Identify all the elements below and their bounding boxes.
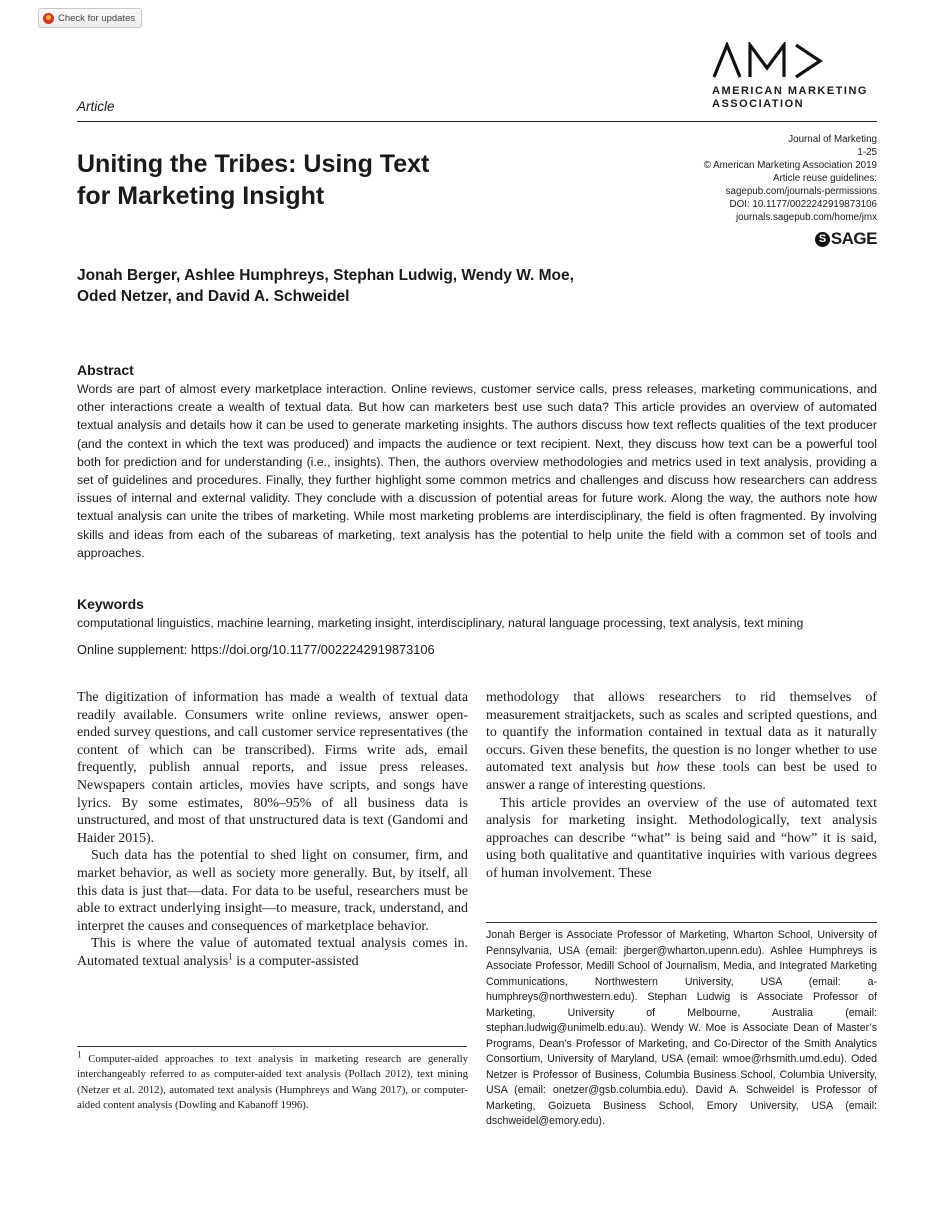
sage-logo-text: SAGE: [830, 229, 877, 248]
paper-title-line2: for Marketing Insight: [77, 182, 325, 210]
body-text: is a computer-assisted: [232, 953, 359, 969]
online-supplement-link[interactable]: Online supplement: https://doi.org/10.1177/0022242919873106: [77, 642, 435, 657]
author-list-line1: Jonah Berger, Ashlee Humphreys, Stephan Ludwig, Wendy W. Moe,: [77, 267, 574, 284]
header-rule: [77, 121, 877, 122]
paper-title: [77, 148, 537, 212]
body-text: methodology that allows researchers to rid themselves of measurement straitjackets, such as scales and scripted questions, and to quantify the information contained in textual data as it naturally occurs. Given these benefits, the question is no longer whether to use automated text analysis but: [486, 690, 877, 776]
check-for-updates-label: Check for updates: [58, 12, 136, 24]
author-list-line2: Oded Netzer, and David A. Schweidel: [77, 288, 350, 305]
publisher-name: [712, 85, 868, 111]
footnote-number: 1: [77, 1049, 82, 1060]
journal-meta: [704, 133, 877, 224]
body-paragraph: This article provides an overview of the use of automated text analysis for marketing insight. Methodologically, text analysis approaches can describe “what” is being said and “how” it is said, using both qualitative and quantitative inquiries with various degrees of human involvement. These: [486, 795, 877, 881]
body-paragraph: The digitization of information has made a wealth of textual data readily available. Consumers write online reviews, answer open-ended survey questions, and call customer service representatives (the content of which can be transcribed). Firms write ads, email frequently, publish annual reports, and issue press releases. Newspapers contain articles, movies have scripts, and songs have lyrics. By some estimates, 80%–95% of all business data is unstructured, and most of that unstructured data is text (Gandomi and Haider 2015).: [77, 690, 468, 846]
journal-name: Journal of Marketing: [788, 134, 877, 145]
article-type-label: Article: [77, 99, 115, 114]
body-emphasis: how: [656, 760, 680, 776]
publisher-name-line2: ASSOCIATION: [712, 98, 805, 110]
paper-title-line1: Uniting the Tribes: Using Text: [77, 150, 430, 178]
author-list: [77, 265, 717, 307]
author-affiliations: Jonah Berger is Associate Professor of Marketing, Wharton School, University of Pennsylvania, USA (email: jberger@wharton.upenn.edu). Ashlee Humphreys is Associate Professor, Medill School of Journalism, Media, and Integrated Marketing Communications, Northwestern University, USA (email: a-humphreys@northwestern.edu). Stephan Ludwig is Associate Professor of Marketing, University of Melbourne, Australia (email: stephan.ludwig@unimelb.edu.au). Wendy W. Moe is Associate Dean of Master’s Programs, Dean’s Professor of Marketing, and Co-Director of the Smith Analytics Consortium, University of Maryland, USA (email: wmoe@rhsmith.umd.edu). Oded Netzer is Professor of Business, Columbia Business School, Columbia University, USA (email: onetzer@gsb.columbia.edu). David A. Schweidel is Professor of Marketing, Goizueta Business School, Emory University, USA (email: dschweidel@emory.edu).: [486, 929, 877, 1127]
publisher-name-line1: AMERICAN MARKETING: [712, 85, 868, 97]
sage-logo: [815, 229, 877, 249]
body-paragraph: [77, 935, 468, 970]
keywords-text: computational linguistics, machine learning, marketing insight, interdisciplinary, natural language processing, text analysis, text mining: [77, 616, 804, 630]
doi[interactable]: DOI: 10.1177/0022242919873106: [729, 199, 877, 210]
keywords-heading: Keywords: [77, 596, 144, 612]
crossmark-icon: [43, 13, 54, 24]
check-for-updates-button[interactable]: [38, 8, 142, 28]
ama-logo: [712, 42, 824, 80]
copyright: © American Marketing Association 2019: [703, 160, 877, 171]
abstract-heading: Abstract: [77, 362, 134, 378]
reuse-link[interactable]: sagepub.com/journals-permissions: [725, 186, 877, 197]
abstract-text: Words are part of almost every marketplace interaction. Online reviews, customer service calls, press releases, marketing communications, and other interactions create a wealth of textual data. But how can marketers best use such data? This article provides an overview of automated textual analysis and details how it can be used to generate marketing insights. The authors discuss how text reflects qualities of the text producer (and the context in which the text was produced) and impacts the audience or text recipient. Next, they discuss how text can be a powerful tool both for prediction and for understanding (i.e., insights). Then, the authors overview methodologies and metrics used in text analysis, providing a set of guidelines and procedures. Finally, they further highlight some common metrics and challenges and discuss how researchers can address issues of internal and external validity. They conclude with a discussion of potential areas for future work. Along the way, the authors note how textual analysis can unite the tribes of marketing. While most marketing problems are interdisciplinary, the field is often fragmented. By involving skills and ideas from each of the subareas of marketing, text analysis has the potential to help unite the field with a common set of tools and approaches.: [77, 382, 877, 560]
body-paragraph: Such data has the potential to shed light on consumer, firm, and market behavior, as well as society more generally. But, by itself, all this data is just that—data. For data to be useful, researchers must be able to extract underlying insight—to measure, track, understand, and interpret the causes and consequences of marketplace behavior.: [77, 848, 468, 934]
footnote-marker[interactable]: 1: [228, 951, 233, 962]
reuse-label: Article reuse guidelines:: [772, 173, 877, 184]
body-paragraph: [486, 689, 877, 795]
sage-s-icon: S: [815, 232, 830, 247]
footnote-text: Computer-aided approaches to text analysis in marketing research are generally interchangeably referred to as computer-aided text analysis (Pollach 2012), text mining (Netzer et al. 2012), automated text analysis (Humphreys and Wang 2017), or computer-aided content analysis (Dowling and Kabanoff 1996).: [77, 1053, 468, 1111]
affiliations-rule: [486, 922, 877, 923]
body-column-left: [77, 689, 468, 971]
ama-logo-icon: [712, 42, 824, 80]
body-text: these tools can best be used to answer a range of interesting questions.: [486, 760, 877, 793]
page-range: 1-25: [857, 147, 877, 158]
journal-homepage-link[interactable]: journals.sagepub.com/home/jmx: [735, 212, 877, 223]
body-column-right: [486, 689, 877, 883]
body-text: This is where the value of automated textual analysis comes in. Automated textual analysis: [77, 936, 468, 969]
footnote: [77, 1049, 468, 1113]
footnote-rule: [77, 1046, 467, 1047]
